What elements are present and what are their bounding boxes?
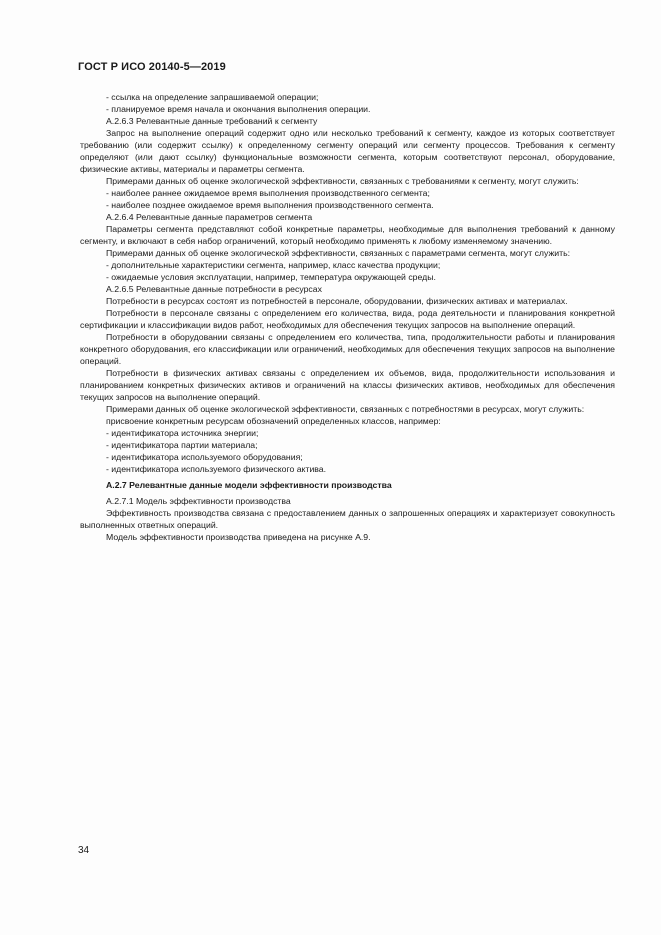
paragraph: Примерами данных об оценке экологической эффективности, связанных с требованиями к сегменту, могут служить: — [106, 176, 579, 186]
list-item: - планируемое время начала и окончания выполнения операции. — [106, 104, 371, 114]
list-item: - дополнительные характеристики сегмента, например, класс качества продукции; — [106, 260, 441, 270]
document-header: ГОСТ Р ИСО 20140-5—2019 — [78, 61, 226, 73]
paragraph: Эффективность производства связана с предоставлением данных о запрошенных операциях и характеризует совокупность выполненных ответных операций. — [80, 508, 615, 530]
section-heading: А.2.6.3 Релевантные данные требований к сегменту — [106, 116, 318, 126]
list-item: - наиболее позднее ожидаемое время выполнения производственного сегмента. — [106, 200, 434, 210]
list-item: - идентификатора партии материала; — [106, 440, 258, 450]
section-heading-bold: А.2.7 Релевантные данные модели эффективности производства — [106, 480, 392, 490]
list-item: - ожидаемые условия эксплуатации, например, температура окружающей среды. — [106, 272, 436, 282]
section-heading: А.2.7.1 Модель эффективности производства — [106, 496, 291, 506]
page-number: 34 — [78, 845, 90, 856]
list-item: присвоение конкретным ресурсам обозначений определенных классов, например: — [106, 416, 441, 426]
paragraph: Запрос на выполнение операций содержит одно или несколько требований к сегменту, каждое из которых соответствует требованию (или содержит ссылку) к определенному сегменту операций или сегменту процессов. Требования к сегменту определяют (или дают ссылку) функциональные возможности сегмента, которым соответствуют персонал, оборудование, физические активы, материалы и параметры сегмента. — [80, 128, 615, 174]
paragraph: Параметры сегмента представляют собой конкретные параметры, необходимые для выполнения требований к данному сегменту, и включают в себя набор ограничений, который необходимо применять к любому изменяемому значению. — [80, 224, 615, 246]
paragraph: Потребности в оборудовании связаны с определением его количества, типа, продолжительности работы и планирования конкретного оборудования, его классификации или ограничений, необходимых для обеспечения текущих запросов на выполнение операций. — [80, 332, 615, 366]
list-item: - идентификатора используемого физического актива. — [106, 464, 327, 474]
paragraph: Потребности в ресурсах состоят из потребностей в персонале, оборудовании, физических активах и материалах. — [106, 296, 568, 306]
paragraph: Модель эффективности производства приведена на рисунке А.9. — [106, 532, 371, 542]
list-item: - наиболее раннее ожидаемое время выполнения производственного сегмента; — [106, 188, 430, 198]
list-item: - ссылка на определение запрашиваемой операции; — [106, 92, 319, 102]
document-body — [80, 91, 615, 543]
section-heading: А.2.6.4 Релевантные данные параметров сегмента — [106, 212, 313, 222]
list-item: - идентификатора используемого оборудования; — [106, 452, 303, 462]
section-heading: А.2.6.5 Релевантные данные потребности в ресурсах — [106, 284, 322, 294]
paragraph: Потребности в физических активах связаны с определением их объемов, вида, продолжительности использования и планированием конкретных физических активов и ограничений на классы физических активов, необходимых для обеспечения текущих запросов на выполнение операций. — [80, 368, 615, 402]
paragraph: Примерами данных об оценке экологической эффективности, связанных с потребностями в ресурсах, могут служить: — [106, 404, 585, 414]
list-item: - идентификатора источника энергии; — [106, 428, 259, 438]
paragraph: Потребности в персонале связаны с определением его количества, вида, рода деятельности и планирования конкретной сертификации и классификации видов работ, необходимых для обеспечения текущих запросов на выполнение операций. — [80, 308, 615, 330]
paragraph: Примерами данных об оценке экологической эффективности, связанных с параметрами сегмента, могут служить: — [106, 248, 571, 258]
